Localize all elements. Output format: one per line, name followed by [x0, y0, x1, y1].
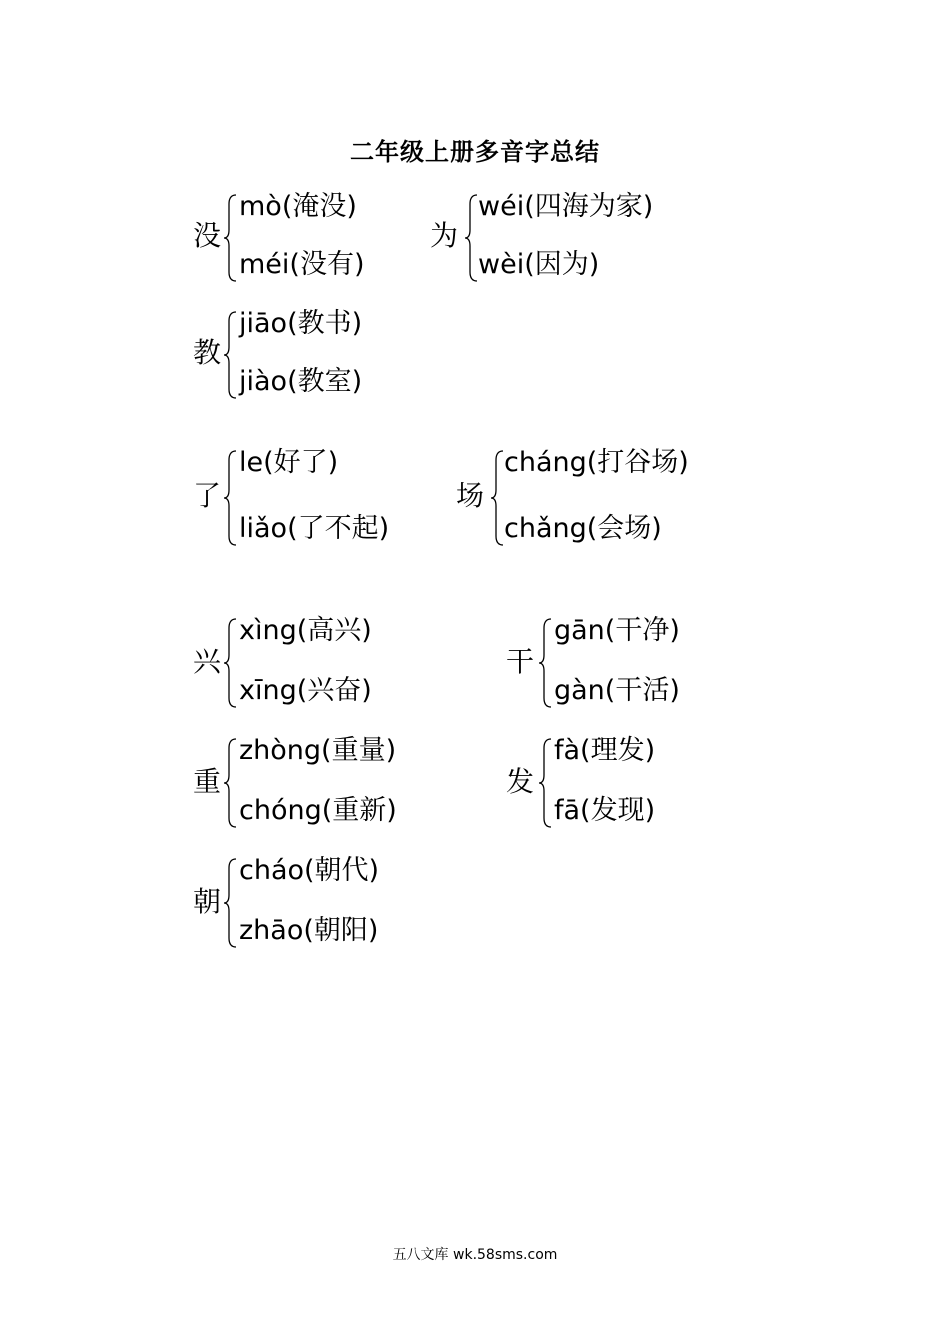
- brace-icon: [223, 194, 237, 282]
- entry-chao: [193, 854, 423, 952]
- entry-jiao: [193, 307, 413, 403]
- reading-2: wèi(因为): [478, 249, 600, 280]
- brace-icon: [490, 450, 504, 546]
- entry-char: 兴: [193, 645, 222, 678]
- entry-le: [193, 446, 443, 550]
- entry-fa: [506, 734, 706, 832]
- reading-2: méi(没有): [239, 249, 365, 280]
- entry-char: 教: [193, 336, 222, 369]
- reading-1: le(好了): [239, 447, 339, 478]
- reading-1: xìng(高兴): [239, 615, 372, 646]
- entry-zhong: [193, 734, 443, 832]
- page-title: 二年级上册多音字总结: [350, 137, 600, 166]
- entry-char: 重: [193, 765, 222, 798]
- brace-icon: [223, 450, 237, 546]
- reading-2: zhāo(朝阳): [239, 915, 379, 946]
- entry-char: 朝: [193, 885, 222, 918]
- reading-1: jiāo(教书): [239, 308, 363, 339]
- brace-icon: [223, 618, 237, 708]
- reading-2: chǎng(会场): [504, 513, 662, 544]
- reading-1: mò(淹没): [239, 191, 357, 222]
- reading-2: xīng(兴奋): [239, 675, 372, 706]
- reading-1: cháng(打谷场): [504, 447, 689, 478]
- reading-1: zhòng(重量): [239, 735, 397, 766]
- reading-2: chóng(重新): [239, 795, 397, 826]
- brace-icon: [223, 311, 237, 399]
- brace-icon: [538, 618, 552, 708]
- reading-2: gàn(干活): [554, 675, 680, 706]
- reading-1: fà(理发): [554, 735, 656, 766]
- brace-icon: [223, 858, 237, 948]
- entry-char: 场: [456, 479, 485, 512]
- brace-icon: [223, 738, 237, 828]
- entry-char: 干: [506, 645, 535, 678]
- reading-1: wéi(四海为家): [478, 191, 654, 222]
- brace-icon: [464, 194, 478, 282]
- entry-wei: [430, 190, 710, 286]
- entry-gan: [506, 614, 726, 712]
- entry-mei: [193, 190, 413, 286]
- brace-icon: [538, 738, 552, 828]
- entry-char: 没: [193, 219, 222, 252]
- reading-2: jiào(教室): [239, 366, 363, 397]
- reading-2: liǎo(了不起): [239, 513, 390, 544]
- reading-1: cháo(朝代): [239, 855, 380, 886]
- entry-chang: [456, 446, 746, 550]
- entry-char: 为: [430, 219, 459, 252]
- footer-watermark: 五八文库 wk.58sms.com: [392, 1247, 558, 1263]
- reading-1: gān(干净): [554, 615, 680, 646]
- entry-char: 了: [193, 479, 222, 512]
- reading-2: fā(发现): [554, 795, 656, 826]
- entry-char: 发: [506, 765, 535, 798]
- entry-xing: [193, 614, 423, 712]
